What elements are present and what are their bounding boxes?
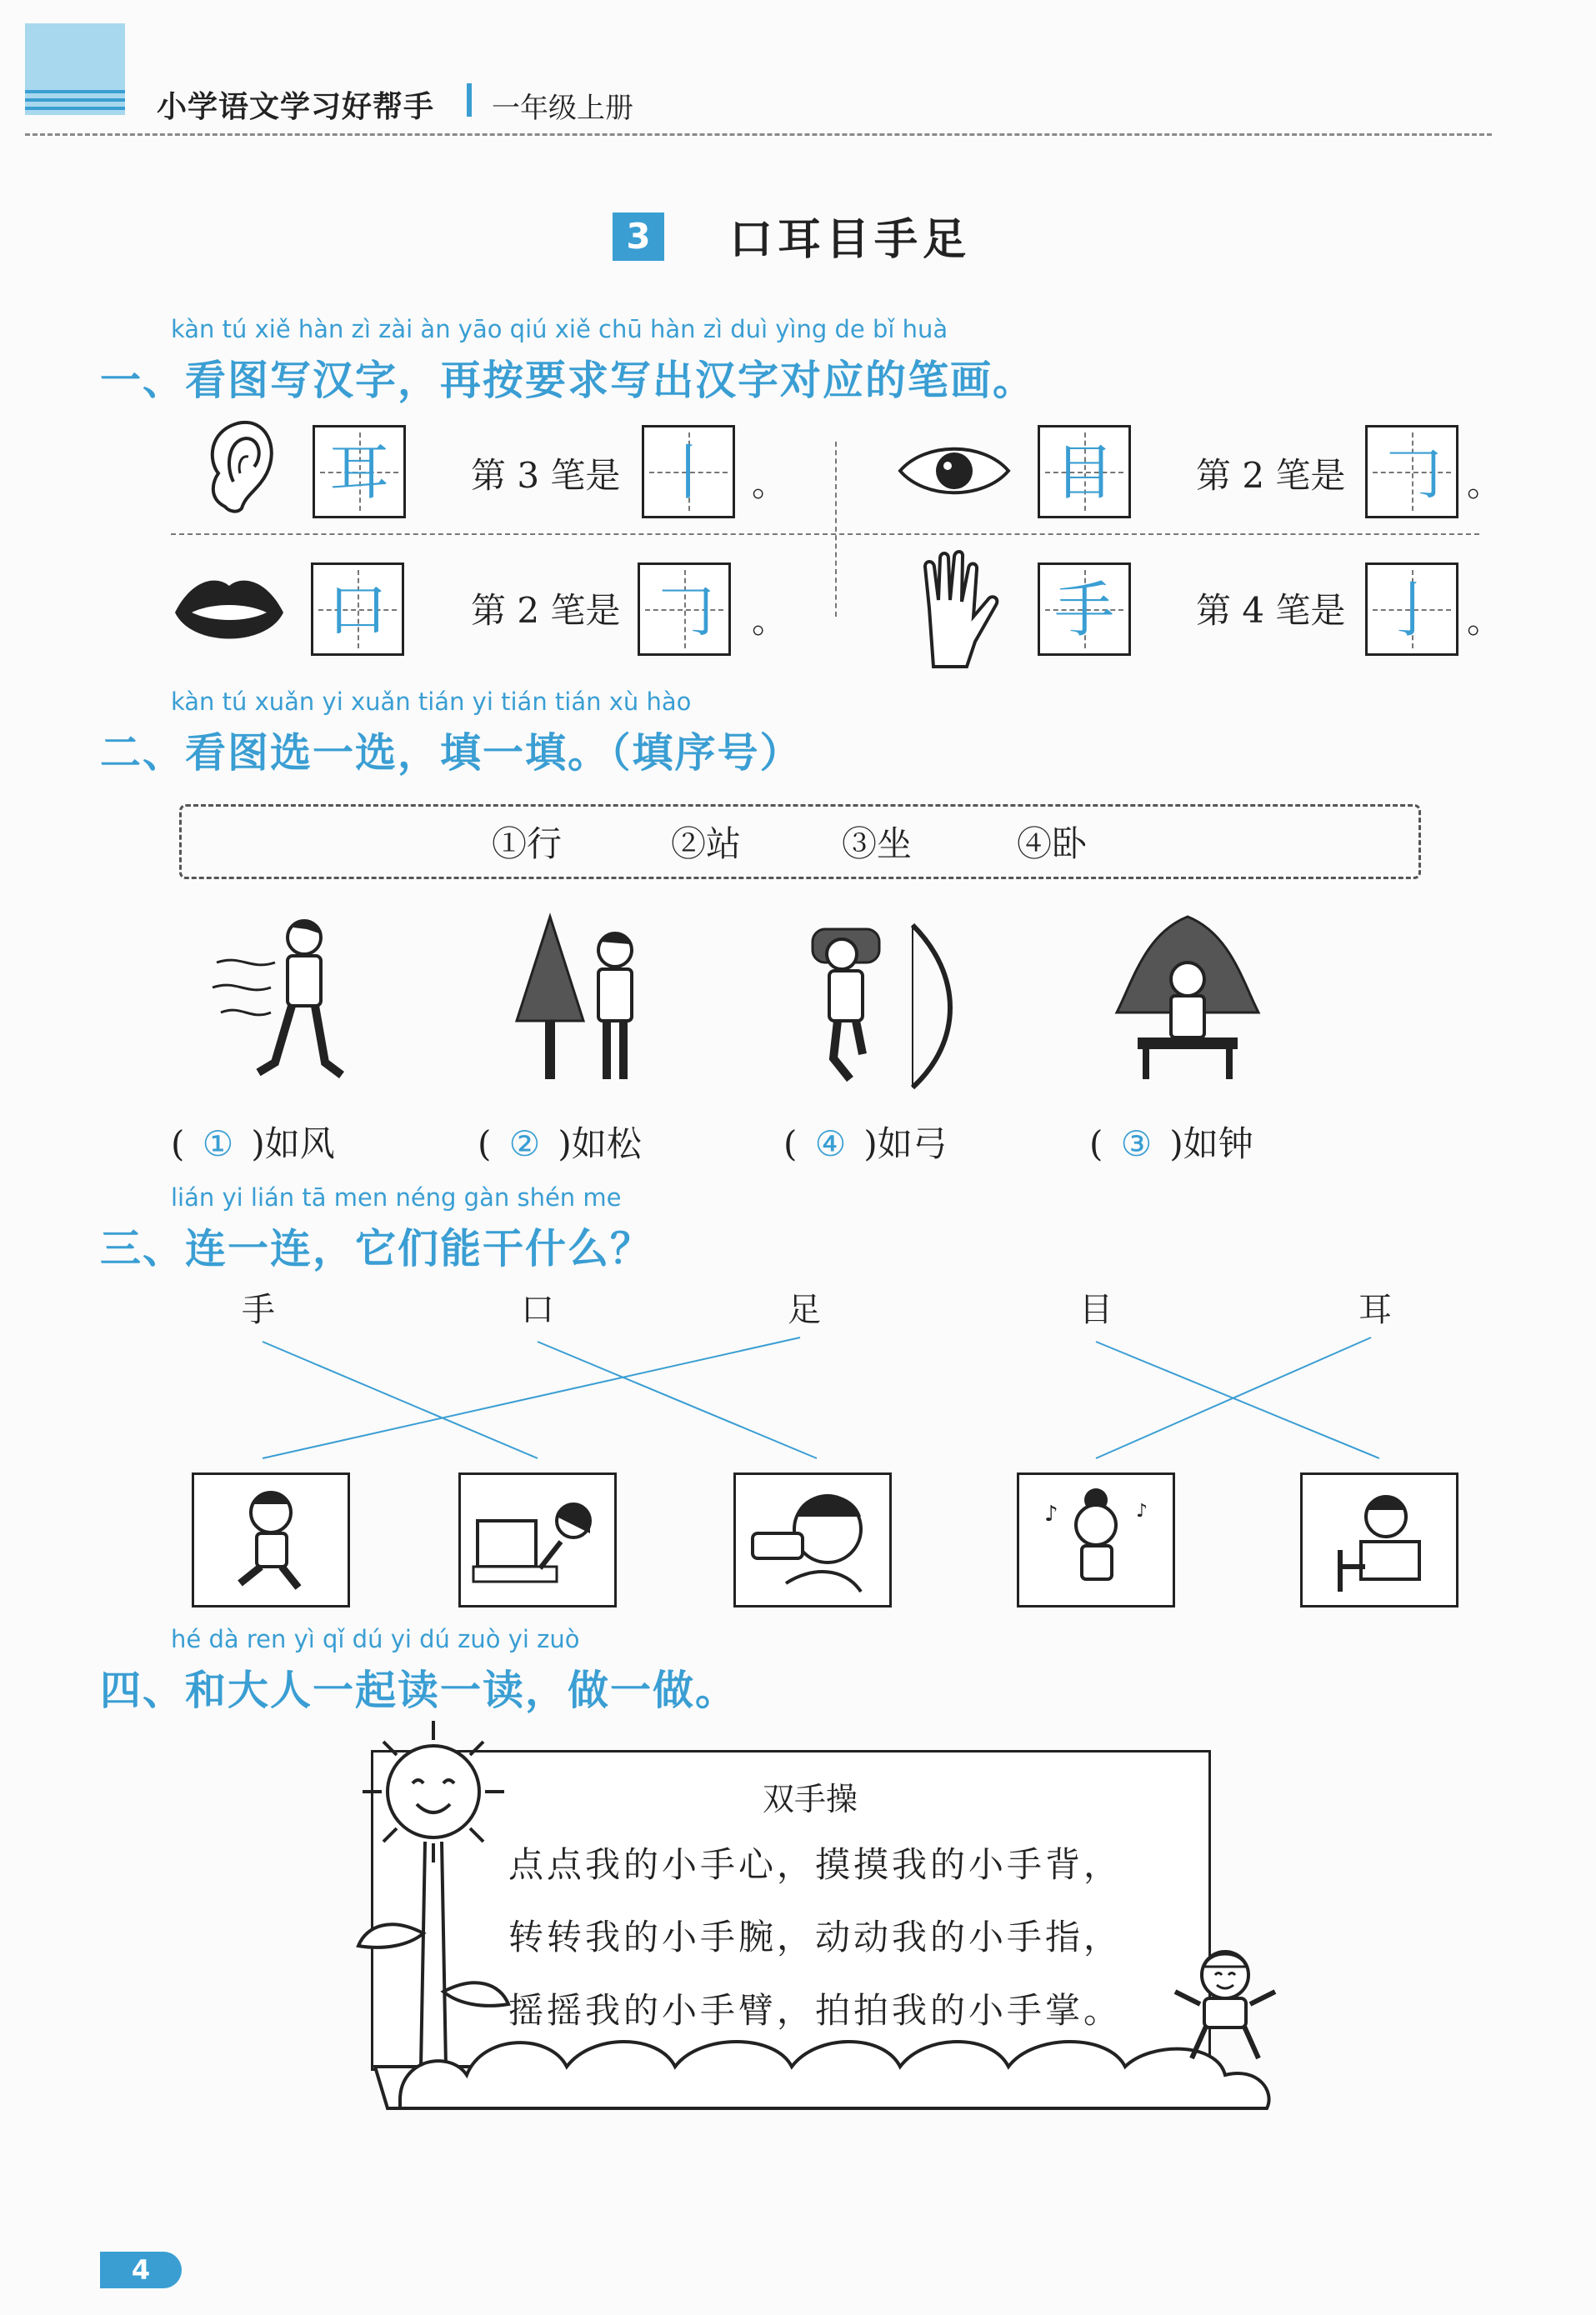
header-dashed-line <box>25 133 1492 136</box>
option-item: ①行 <box>492 823 563 864</box>
section1-divider-h <box>171 533 1479 535</box>
typing-girl-picture[interactable] <box>458 1472 617 1608</box>
svg-text:♪: ♪ <box>1136 1501 1148 1522</box>
header-stripe <box>25 98 125 102</box>
fill-blank-4[interactable]: ( ③ )如钟 <box>1089 1123 1253 1164</box>
lesson-title: 口耳目手足 <box>729 215 972 265</box>
poem-line: 点点我的小手心，摸摸我的小手背， <box>508 1844 1123 1885</box>
section3-heading: 三、连一连，它们能干什么？ <box>100 1225 653 1272</box>
section3-pinyin: lián yi lián tā men néng gàn shén me <box>171 1183 622 1212</box>
section1-pinyin: kàn tú xiě hàn zì zài àn yāo qiú xiě chū hàn zì duì yìng de bǐ huà <box>171 315 948 343</box>
music-girl-icon <box>1019 1475 1173 1605</box>
running-boy-picture[interactable] <box>192 1472 350 1608</box>
lying-boy-picture <box>804 917 963 1092</box>
header-stripe <box>25 90 125 93</box>
walking-boy-picture <box>208 912 350 1088</box>
char-box-mouth[interactable]: 口 <box>311 562 404 656</box>
drinking-boy-icon <box>736 1475 889 1605</box>
eye-icon <box>896 438 1013 504</box>
section2-heading: 二、看图选一选，填一填。（填序号） <box>100 729 803 777</box>
section1-divider-v <box>835 442 837 617</box>
stroke-box-ear[interactable]: 丨 <box>642 425 735 518</box>
hand-icon <box>908 550 1008 675</box>
option-item: ③坐 <box>842 823 913 864</box>
poem-line: 摇摇我的小手臂，拍拍我的小手掌。 <box>508 1990 1123 2031</box>
period: 。 <box>1467 600 1503 641</box>
body-part-hand[interactable]: 手 <box>242 1291 275 1329</box>
section4-heading: 四、和大人一起读一读，做一做。 <box>100 1667 738 1714</box>
stroke-question: 第 4 笔是 <box>1196 590 1346 631</box>
cloud-border <box>392 2025 1283 2117</box>
fill-blank-2[interactable]: ( ② )如松 <box>478 1123 642 1164</box>
stroke-box-hand[interactable]: 亅 <box>1365 562 1458 656</box>
computer-girl-icon <box>461 1475 614 1605</box>
fill-blank-1[interactable]: ( ① )如风 <box>171 1123 335 1164</box>
period: 。 <box>752 600 788 641</box>
reading-boy-icon <box>1303 1475 1456 1605</box>
option-item: ②站 <box>671 823 742 864</box>
drinking-boy-picture[interactable] <box>733 1472 892 1608</box>
book-subtitle: 一年级上册 <box>492 92 633 125</box>
ear-icon <box>200 415 283 515</box>
page-number: 4 <box>100 2252 182 2288</box>
options-box <box>179 804 1421 879</box>
stroke-question: 第 2 笔是 <box>1196 455 1346 496</box>
body-part-foot[interactable]: 足 <box>788 1291 821 1329</box>
section2-pinyin: kàn tú xuǎn yi xuǎn tián yi tián tián xù hào <box>171 688 692 716</box>
option-item: ④卧 <box>1017 823 1088 864</box>
body-part-mouth[interactable]: 口 <box>521 1291 554 1329</box>
running-boy-icon <box>194 1475 348 1605</box>
svg-text:♪: ♪ <box>1044 1502 1058 1527</box>
fill-blank-3[interactable]: ( ④ )如弓 <box>783 1123 948 1164</box>
section1-heading: 一、看图写汉字，再按要求写出汉字对应的笔画。 <box>100 357 1036 404</box>
mouth-icon <box>171 571 288 654</box>
standing-boy-picture <box>508 912 650 1088</box>
reading-boy-picture[interactable] <box>1300 1472 1458 1608</box>
lesson-number-badge: 3 <box>613 212 664 261</box>
period: 。 <box>752 463 788 504</box>
stroke-box-eye[interactable]: 𠃌 <box>1365 425 1458 518</box>
stroke-question: 第 2 笔是 <box>471 590 621 631</box>
char-box-ear[interactable]: 耳 <box>313 425 406 518</box>
stroke-question: 第 3 笔是 <box>471 455 621 496</box>
period: 。 <box>1467 463 1503 504</box>
char-box-hand[interactable]: 手 <box>1038 562 1131 656</box>
poem-title: 双手操 <box>763 1781 858 1818</box>
header-stripe <box>25 107 125 110</box>
exercising-boy-icon <box>1167 1942 1283 2067</box>
sitting-boy-picture <box>1113 912 1263 1088</box>
body-part-eye[interactable]: 目 <box>1079 1291 1113 1329</box>
listening-girl-picture[interactable] <box>1017 1472 1175 1608</box>
section4-pinyin: hé dà ren yì qǐ dú yi dú zuò yi zuò <box>171 1625 580 1653</box>
body-part-ear[interactable]: 耳 <box>1358 1291 1392 1329</box>
header-divider <box>467 83 472 117</box>
char-box-eye[interactable]: 目 <box>1038 425 1131 518</box>
book-title: 小学语文学习好帮手 <box>157 90 435 124</box>
stroke-box-mouth[interactable]: 𠃌 <box>638 562 731 656</box>
poem-line: 转转我的小手腕，动动我的小手指， <box>508 1917 1123 1958</box>
